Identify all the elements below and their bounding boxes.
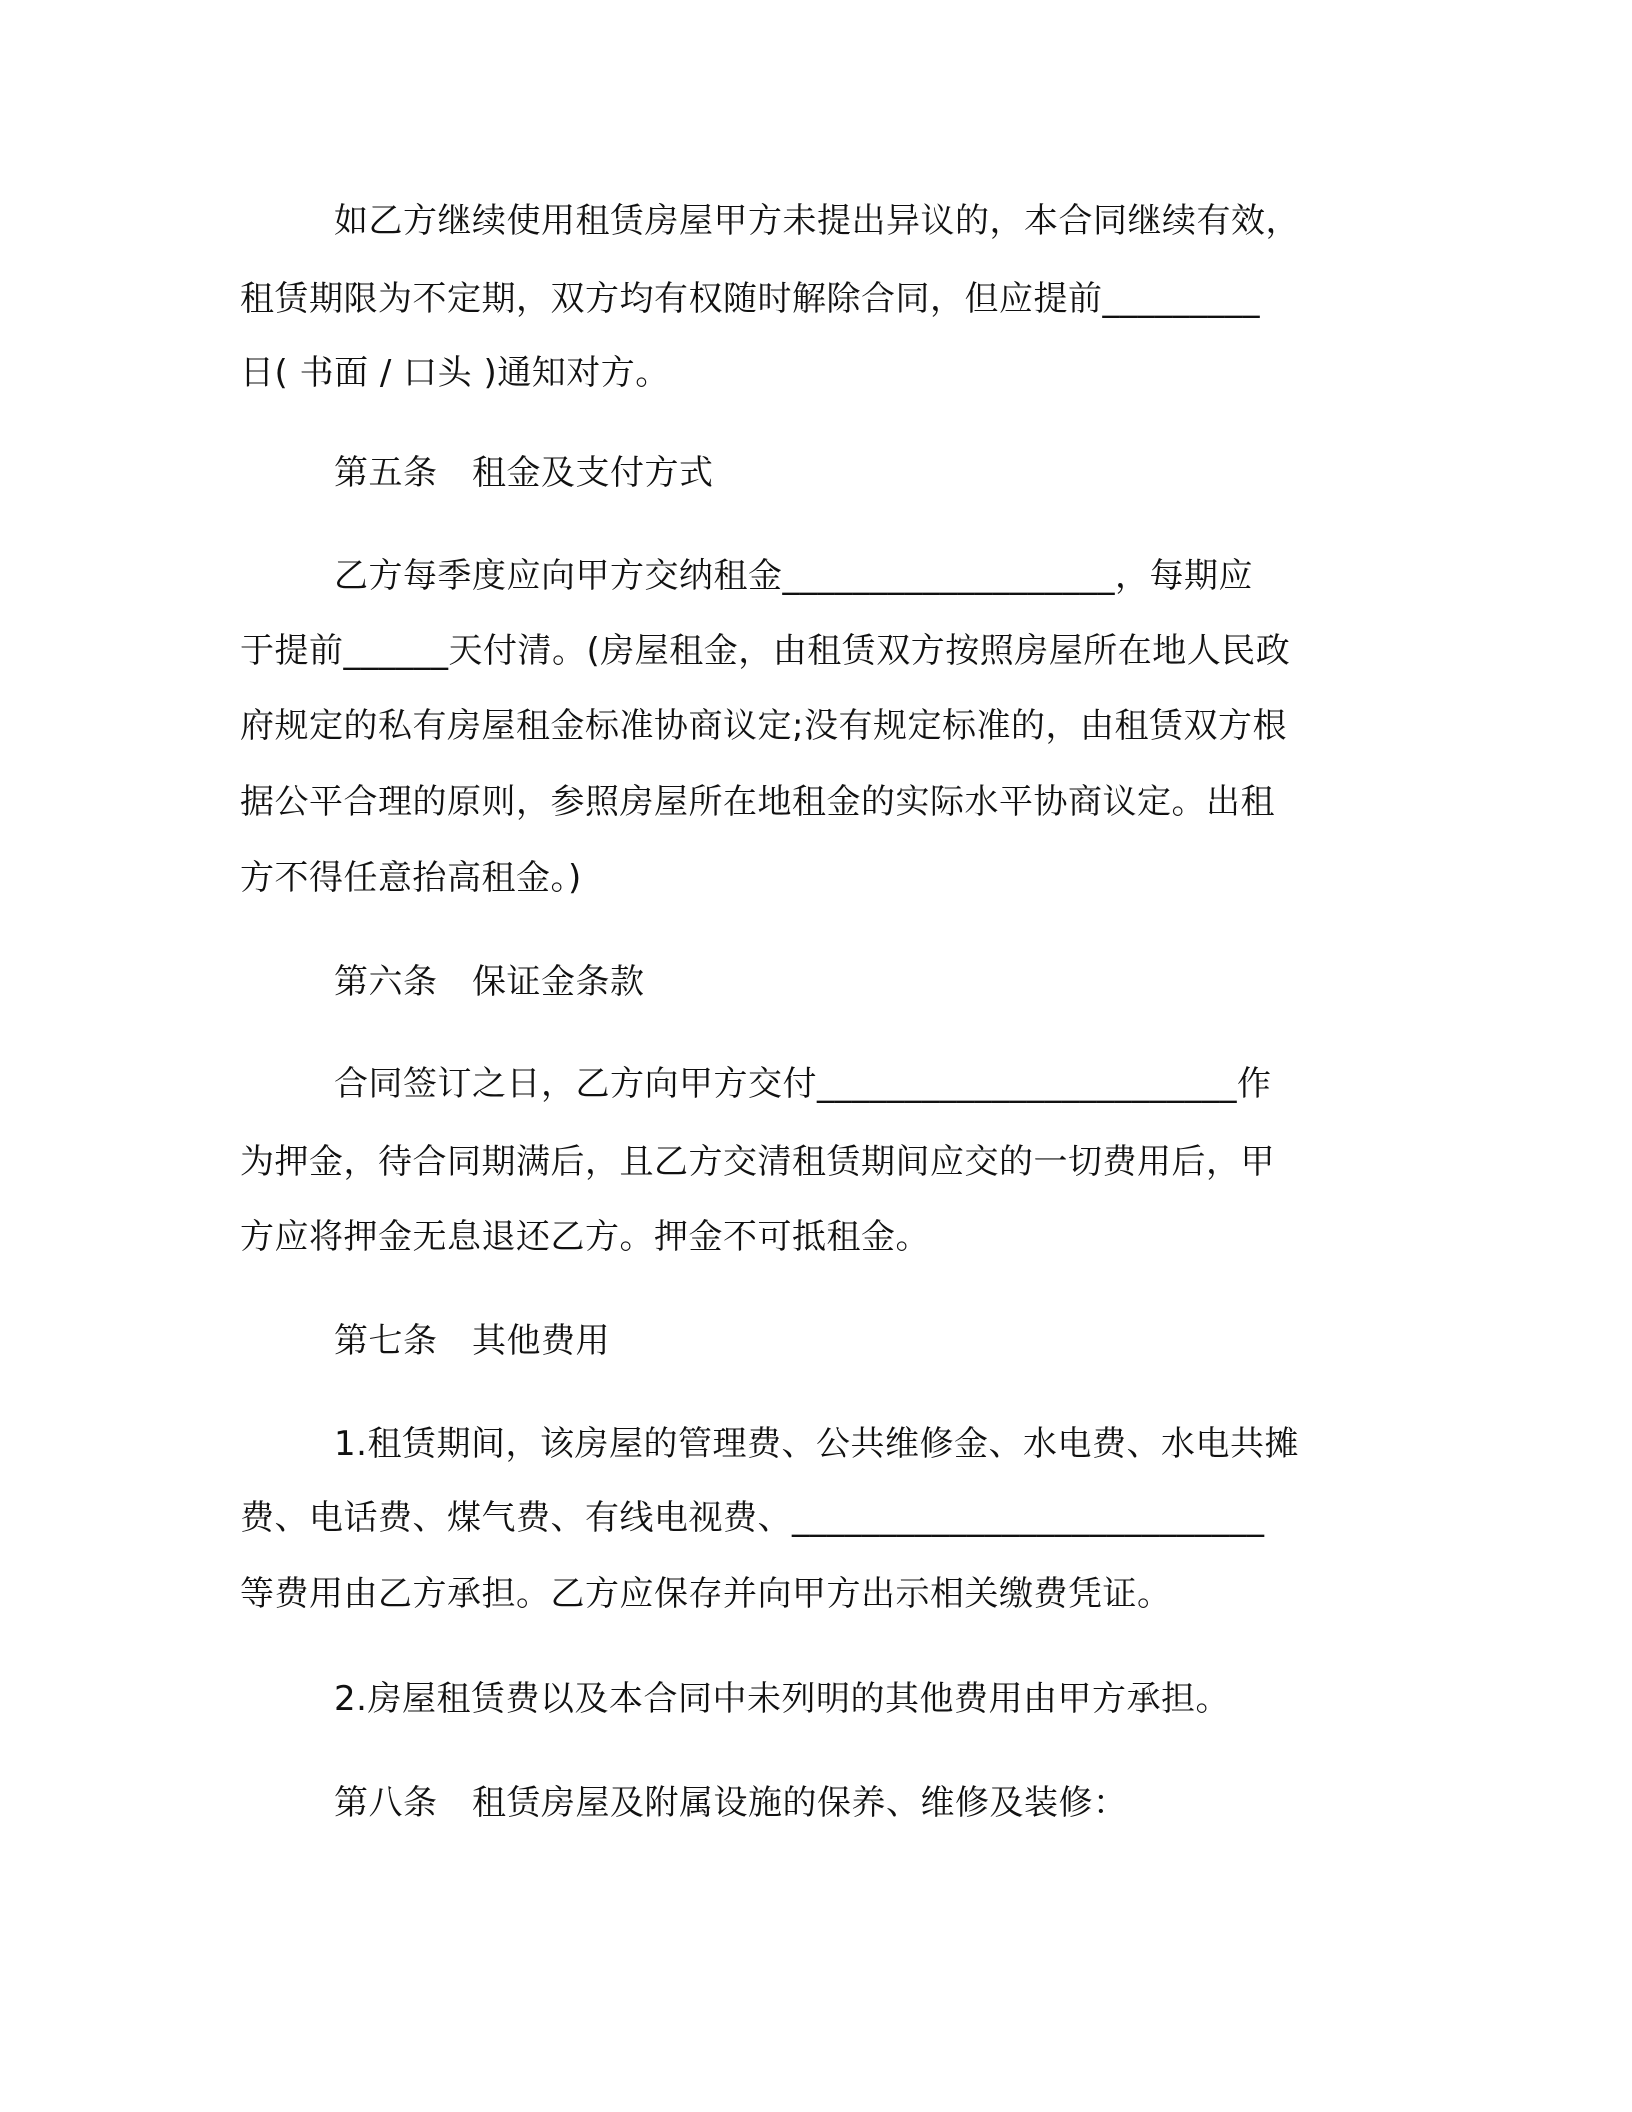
paragraph-line: 于提前______天付清。(房屋租金，由租赁双方按照房屋所在地人民政 xyxy=(240,631,1291,671)
paragraph-line: 日( 书面 / 口头 )通知对方。 xyxy=(240,353,670,393)
section-heading: 第七条 其他费用 xyxy=(334,1321,610,1361)
section-heading: 第六条 保证金条款 xyxy=(334,962,645,1002)
paragraph-line: 合同签订之日，乙方向甲方交付________________________作 xyxy=(334,1064,1272,1104)
paragraph-line: 费、电话费、煤气费、有线电视费、___________________________ xyxy=(240,1498,1265,1538)
paragraph-line: 据公平合理的原则，参照房屋所在地租金的实际水平协商议定。出租 xyxy=(240,782,1275,822)
section-heading: 第八条 租赁房屋及附属设施的保养、维修及装修： xyxy=(334,1783,1128,1823)
section-heading: 第五条 租金及支付方式 xyxy=(334,453,714,493)
paragraph-line: 如乙方继续使用租赁房屋甲方未提出异议的，本合同继续有效， xyxy=(334,201,1300,241)
paragraph-line: 府规定的私有房屋租金标准协商议定;没有规定标准的，由租赁双方根 xyxy=(240,706,1287,746)
paragraph-line: 乙方每季度应向甲方交纳租金___________________，每期应 xyxy=(334,556,1253,596)
paragraph-line: 方应将押金无息退还乙方。押金不可抵租金。 xyxy=(240,1217,930,1257)
paragraph-line: 为押金，待合同期满后，且乙方交清租赁期间应交的一切费用后，甲 xyxy=(240,1142,1275,1182)
paragraph-line: 方不得任意抬高租金。) xyxy=(240,858,582,898)
paragraph-line: 租赁期限为不定期，双方均有权随时解除合同，但应提前_________ xyxy=(240,279,1260,319)
paragraph-line: 1.租赁期间，该房屋的管理费、公共维修金、水电费、水电共摊 xyxy=(334,1424,1299,1464)
paragraph-line: 等费用由乙方承担。乙方应保存并向甲方出示相关缴费凭证。 xyxy=(240,1574,1172,1614)
paragraph-line: 2.房屋租赁费以及本合同中未列明的其他费用由甲方承担。 xyxy=(334,1679,1230,1719)
